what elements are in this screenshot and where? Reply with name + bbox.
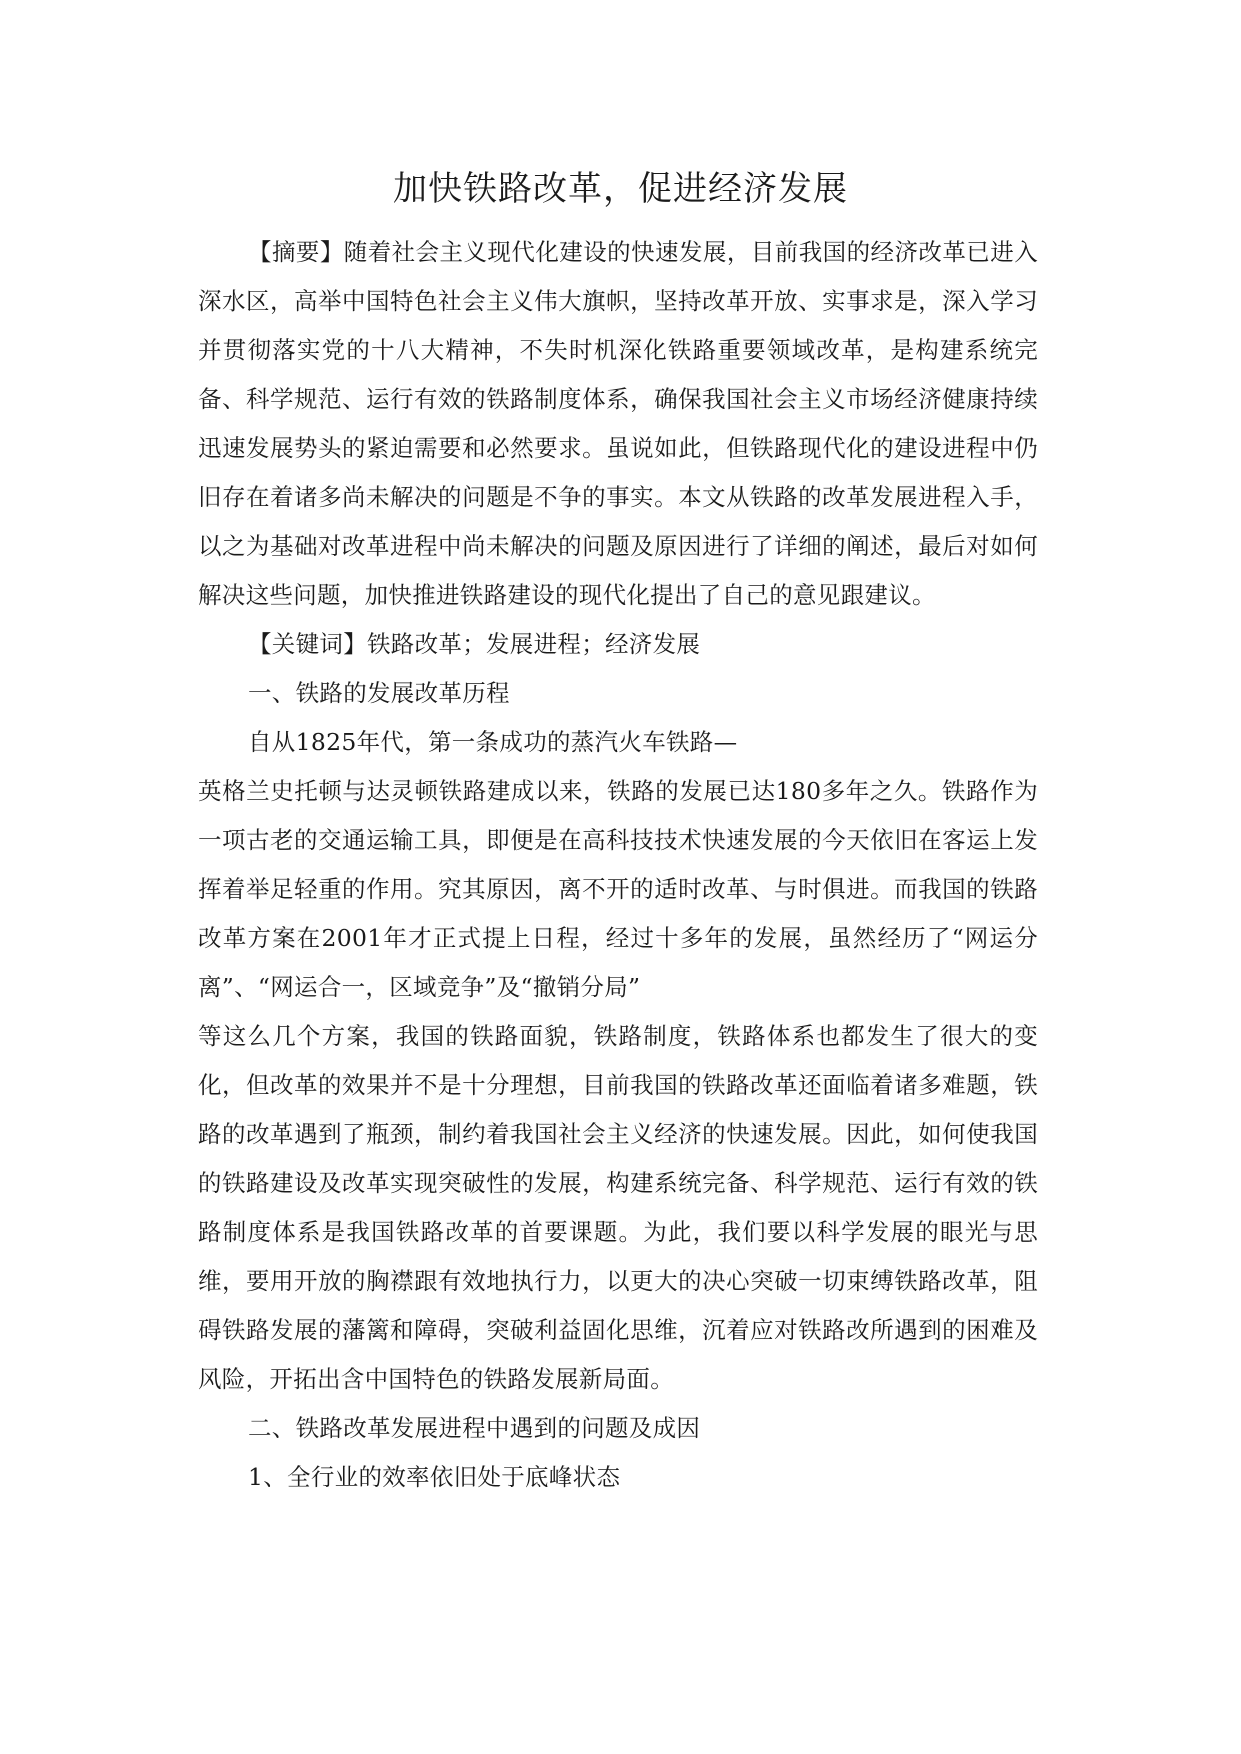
section-1-paragraph-lead: 自从1825年代，第一条成功的蒸汽火车铁路— [248,728,738,756]
section-1-paragraph-continued: 等这么几个方案，我国的铁路面貌，铁路制度，铁路体系也都发生了很大的变化，但改革的效果并不是十分理想，目前我国的铁路改革还面临着诸多难题，铁路的改革遇到了瓶颈，制约着我国社会主义经济的快速发展。因此，如何使我国的铁路建设及改革实现突破性的发展，构建系统完备、科学规范、运行有效的铁路制度体系是我国铁路改革的首要课题。为此，我们要以科学发展的眼光与思维，要用开放的胸襟跟有效地执行力，以更大的决心突破一切束缚铁路改革，阻碍铁路发展的藩篱和障碍，突破利益固化思维，沉着应对铁路改所遇到的困难及风险，开拓出含中国特色的铁路发展新局面。 [198,1022,1038,1393]
document-title: 加快铁路改革，促进经济发展 [393,169,848,209]
abstract-paragraph: 【摘要】随着社会主义现代化建设的快速发展，目前我国的经济改革已进入深水区，高举中国特色社会主义伟大旗帜，坚持改革开放、实事求是，深入学习并贯彻落实党的十八大精神，不失时机深化铁路重要领域改革，是构建系统完备、科学规范、运行有效的铁路制度体系，确保我国社会主义市场经济健康持续迅速发展势头的紧迫需要和必然要求。虽说如此，但铁路现代化的建设进程中仍旧存在着诸多尚未解决的问题是不争的事实。本文从铁路的改革发展进程入手，以之为基础对改革进程中尚未解决的问题及原因进行了详细的阐述，最后对如何解决这些问题，加快推进铁路建设的现代化提出了自己的意见跟建议。 [198,238,1038,609]
section-1-paragraph-body: 英格兰史托顿与达灵顿铁路建成以来，铁路的发展已达180多年之久。铁路作为一项古老的交通运输工具，即便是在高科技技术快速发展的今天依旧在客运上发挥着举足轻重的作用。究其原因，离不开的适时改革、与时俱进。而我国的铁路改革方案在2001年才正式提上日程，经过十多年的发展，虽然经历了“网运分离”、“网运合一，区域竞争”及“撤销分局” [198,777,1038,1001]
section-2-subheading-1: 1、全行业的效率依旧处于底峰状态 [248,1463,621,1491]
section-1-heading: 一、铁路的发展改革历程 [248,679,510,707]
section-2-heading: 二、铁路改革发展进程中遇到的问题及成因 [248,1414,701,1442]
keywords-paragraph: 【关键词】铁路改革；发展进程；经济发展 [248,630,701,658]
document-body [198,228,1038,1502]
